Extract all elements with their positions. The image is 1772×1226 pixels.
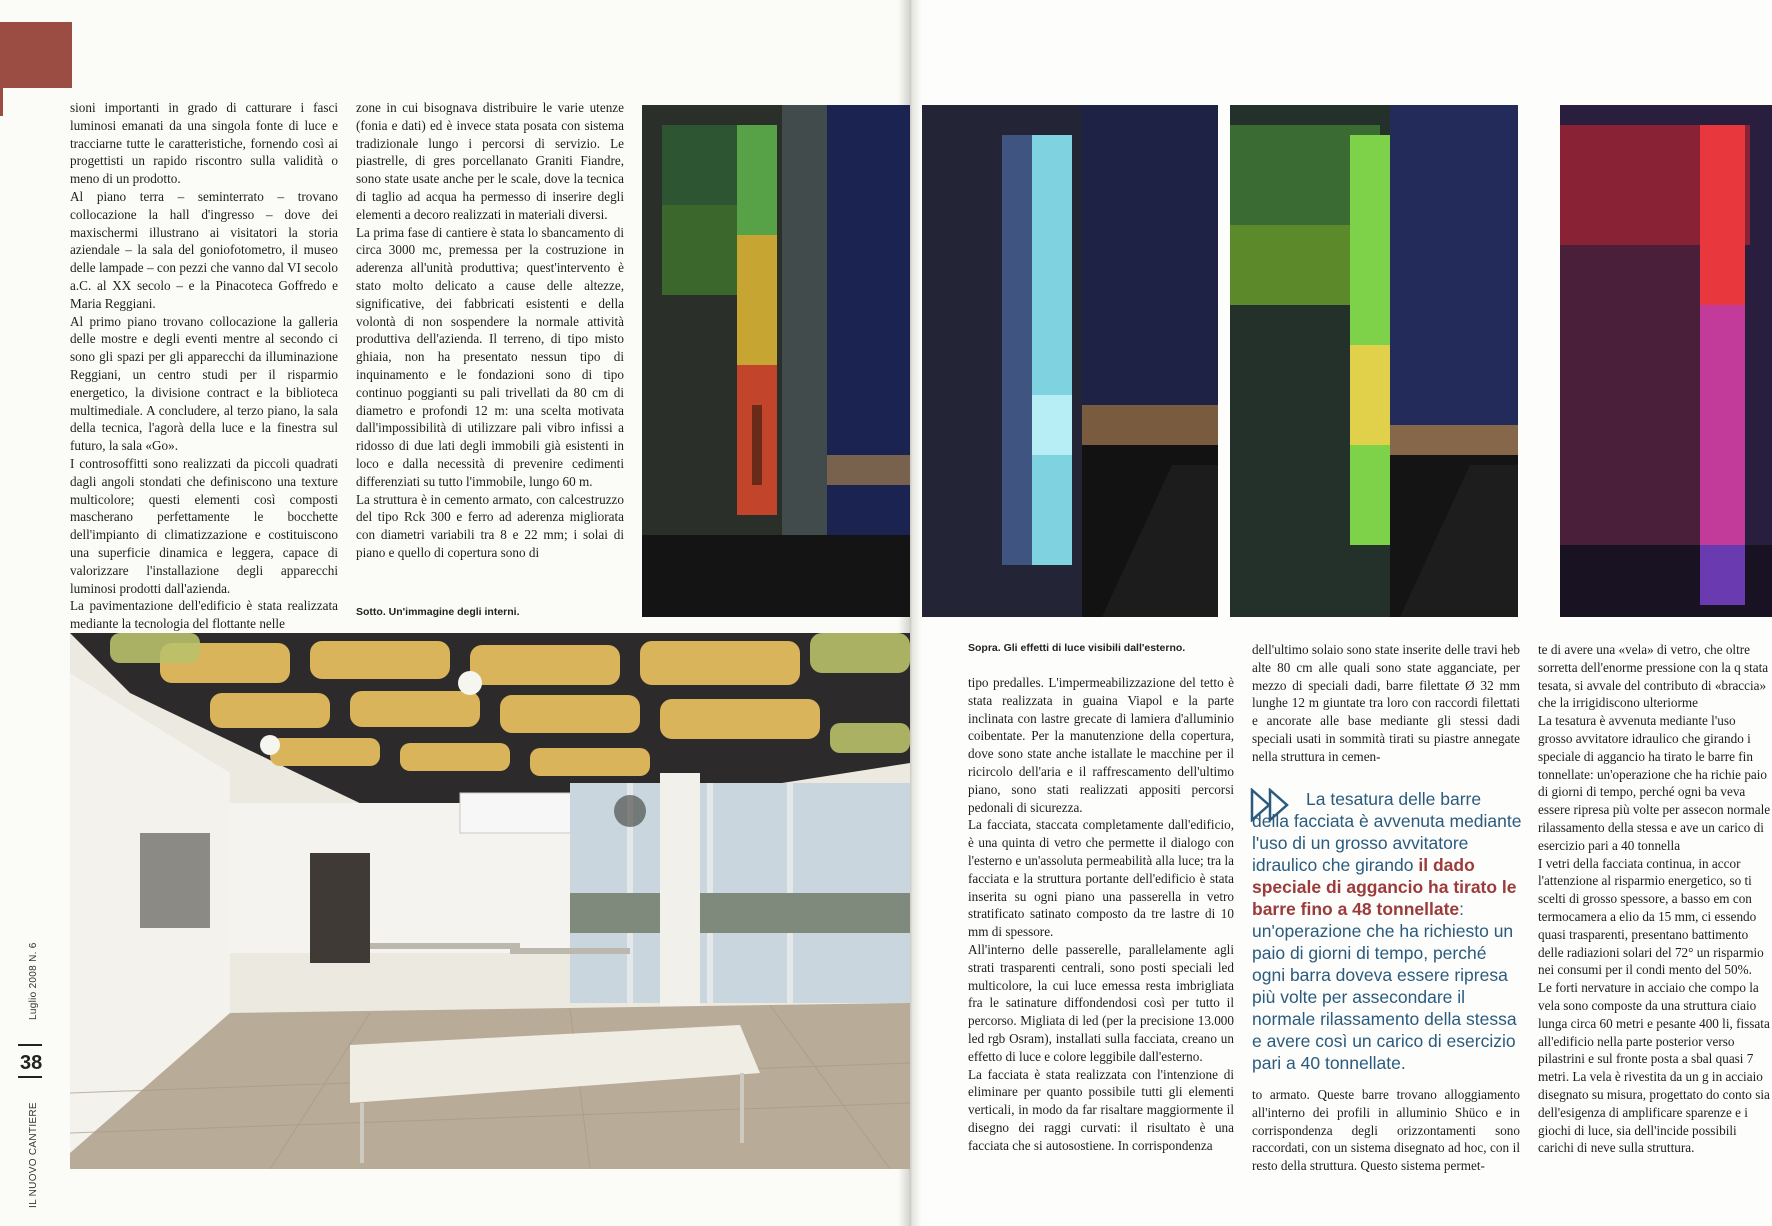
paragraph: I controsoffitti sono realizzati da piccoli quadrati dagli angoli stondati che definiscono una texture multicolore; questi elementi così composti mascherano perfettamente le bocchette dell'impianto di climatizzazione e costituiscono una superficie dinamica e leggera, capace di valorizzare l'installazione degli apparecchi luminosi prodotti dall'azienda. [70,455,338,596]
folio-rule-bottom [18,1076,42,1078]
right-text-column-2-top [1252,641,1520,766]
pull-quote [1252,788,1522,1074]
paragraph: La facciata è stata realizzata con l'intenzione di eliminare per quanto possibile tutti gli elementi verticali, in modo da far risaltare maggiormente il disegno dei raggi curvati: il risultato è una facciata che si autosostiene. In corrispondenza [968,1066,1234,1153]
paragraph: La prima fase di cantiere è stata lo sbancamento di circa 3000 mc, premessa per la costruzione in aderenza all'unità produttiva; quest'intervento è stato molto delicato a cause delle altezze, significative, dei fabbricati esistenti e della volontà di non sospendere la normale attività produttiva dell'azienda. Il terreno, di tipo misto ghiaia, non ha presentato nessun tipo di inquinamento e le fondazioni sono di tipo continuo poggianti su pali trivellati da 80 cm di diametro e profondi 12 m: una scelta motivata dall'impossibilità di utilizzare pali vibro infissi a ridosso di due lati degli immobili già esistenti in loco e dalla necessità di prevenire cedimenti differenziati su tutto l'immobile, lungo 60 m. [356,224,624,489]
interior-photo [70,633,910,1169]
paragraph: tipo predalles. L'impermeabilizzazione del tetto è stata realizzata in guaina Viapol e la parte inclinata con lastre grecate di lamiera d'alluminio coibentate. Per la manutenzione della copertura, dove sono state anche istallate le macchine per il ricircolo dell'aria e il raffrescamento dell'ultimo piano, sono stati realizzati appositi percorsi pedonali di sicurezza. [968,675,1234,815]
folio-magazine-name: IL NUOVO CANTIERE [28,1102,39,1208]
right-text-column-3 [1538,641,1772,1181]
left-text-column-2 [356,99,624,562]
pull-quote-highlight: il dado speciale di aggancio ha tirato le barre fino a 48 tonnellate [1252,855,1517,919]
paragraph: La facciata, staccata completamente dall'edificio, è una quinta di vetro che permette il dialogo con l'esterno e un'assoluta permeabilità alla luce; tra la facciata e la struttura portante dell'edificio è stata inserita su ogni piano una passerella in vetro stratificato satinato composto da tre lastre di 10 mm di spessore. [968,817,1234,940]
paragraph: La pavimentazione dell'edificio è stata realizzata mediante la tecnologia del flottante nelle [70,598,338,632]
left-text-column-1 [70,99,338,633]
exterior-photo-3 [1230,105,1518,617]
paragraph: zone in cui bisognava distribuire le varie utenze (fonia e dati) ed è invece stata posata con sistema tradizionale lungo i percorsi di servizio. Le piastrelle, di gres porcellanato Graniti Fiandre, sono state usate anche per le scale, dove la tecnica di taglio ad acqua ha permesso di inserire degli elementi a decoro realizzati in materiali diversi. [356,100,624,222]
paragraph: dell'ultimo solaio sono state inserite delle travi heb alte 80 cm alle quali sono state agganciate, per mezzo di speciali dadi, barre filettate Ø 32 mm lunghe 12 m giuntate tra loro con raccordi filettati e ancorate alle base mediante gli stessi dadi speciali usati in sommità tirati su piastre annegate nella struttura in cemen- [1252,642,1520,764]
exterior-photo-1 [642,105,910,617]
section-color-strip [0,88,3,116]
paragraph: to armato. Queste barre trovano alloggiamento all'interno dei profili in alluminio Shüco e in corrispondenza degli orizzontamenti sono raccordati, con un sistema disegnato ad hoc, con il resto della struttura. Questo sistema permet- [1252,1087,1520,1174]
paragraph: Al primo piano trovano collocazione la galleria delle mostre e degli eventi mentre al secondo ci sono gli spazi per gli apparecchi da illuminazione Reggiani, un centro studi per il risparmio energetico, la divisione contract e la biblioteca multimediale. A concludere, al terzo piano, la sala della tecnica, l'agorà della luce e la finestra sul futuro, la sala «Go». [70,313,338,454]
paragraph: I vetri della facciata continua, in accor l'attenzione al risparmio energetico, so ti scelti di grosso spessore, a basso em con termocamera a elio da 15 mm, ci essendo quasi trasparenti, presentano battimento delle radiazioni solari del 72° un risparmio nei consumi per il condi mento del 50%. [1538,855,1764,978]
paragraph: All'interno delle passerelle, parallelamente agli strati trasparenti centrali, sono posti speciali led multicolore, la cui luce emessa resta imbrigliata fra le satinature diffondendosi così per tutto il percorso. Migliata di led (per la precisione 13.000 led rgb Osram), installati sulla facciata, creano un effetto di luce e colore leggibile dall'esterno. [968,941,1234,1064]
paragraph: La tesatura è avvenuta mediante l'uso grosso avvitatore idraulico che girando i speciale di aggancio ha tirato le barre fin tonnellate: un'operazione che ha richie paio di giorni di tempo, perché ogni ba veva essere ripresa più volte per assecon normale rilassamento della stessa e ave un carico di esercizio pari a 40 tonnella [1538,713,1771,853]
interior-caption: Sotto. Un'immagine degli interni. [356,606,520,618]
section-color-tab [0,22,72,88]
paragraph: Al piano terra – seminterrato – trovano collocazione la hall d'ingresso – dove dei maxischermi illustrano ai visitatori la storia aziendale – la sala del goniofotometro, il museo delle lampade – con pezzi che vanno dal VI secolo a.C. al XX secolo – e la Pinacoteca Goffredo e Maria Reggiani. [70,188,338,311]
right-text-column-2-bottom [1252,1086,1520,1175]
paragraph: te di avere una «vela» di vetro, che oltre sorretta dell'enorme pressione con la q stata tesata, si avvale del contributo di «braccia» che la irrigidiscono ulteriorme [1538,642,1769,711]
folio-issue: Luglio 2008 N. 6 [28,942,39,1020]
paragraph: La struttura è in cemento armato, con calcestruzzo del tipo Rck 300 e ferro ad aderenza migliorata con diametri variabili tra 8 e 22 mm; i solai di piano e quello di copertura sono di [356,491,624,560]
right-text-column-1 [968,674,1234,1155]
folio-rule-top [18,1044,42,1046]
pull-quote-text-end: : un'operazione che ha richiesto un paio di giorni di tempo, perché ogni barra doveva essere ripresa più volte per assecondare il normale rilassamento della stessa e avere così un carico di esercizio pari a 40 tonnellate. [1252,899,1517,1073]
exterior-photo-2 [922,105,1218,617]
exterior-photo-4 [1560,105,1772,617]
paragraph: sioni importanti in grado di catturare i fasci luminosi emanati da una singola fonte di luce e tracciarne tutte le caratteristiche, fornendo così ai progettisti un rapido riscontro sulla validità o meno di un prodotto. [70,100,338,187]
page-number: 38 [20,1052,43,1074]
exterior-caption: Sopra. Gli effetti di luce visibili dall'esterno. [968,642,1186,654]
paragraph: Le forti nervature in acciaio che compo la vela sono composte da una struttura ciaio lunga circa 60 metri e pesante 400 li, fissata all'edificio nella parte posterior verso pilastrini e sul fronte posta a sbal quasi 7 metri. La vela è rivestita da un g in acciaio disegnato su misura, progettato do conto sia dell'esigenza di amplificare sparenze e i giochi di luce, sia dell'incide possibili carichi di neve sulla struttura. [1538,980,1770,1156]
pull-quote-text: La tesatura delle barre della facciata è avvenuta mediante l'uso di un grosso avvitatore idraulico che girando [1252,789,1522,875]
